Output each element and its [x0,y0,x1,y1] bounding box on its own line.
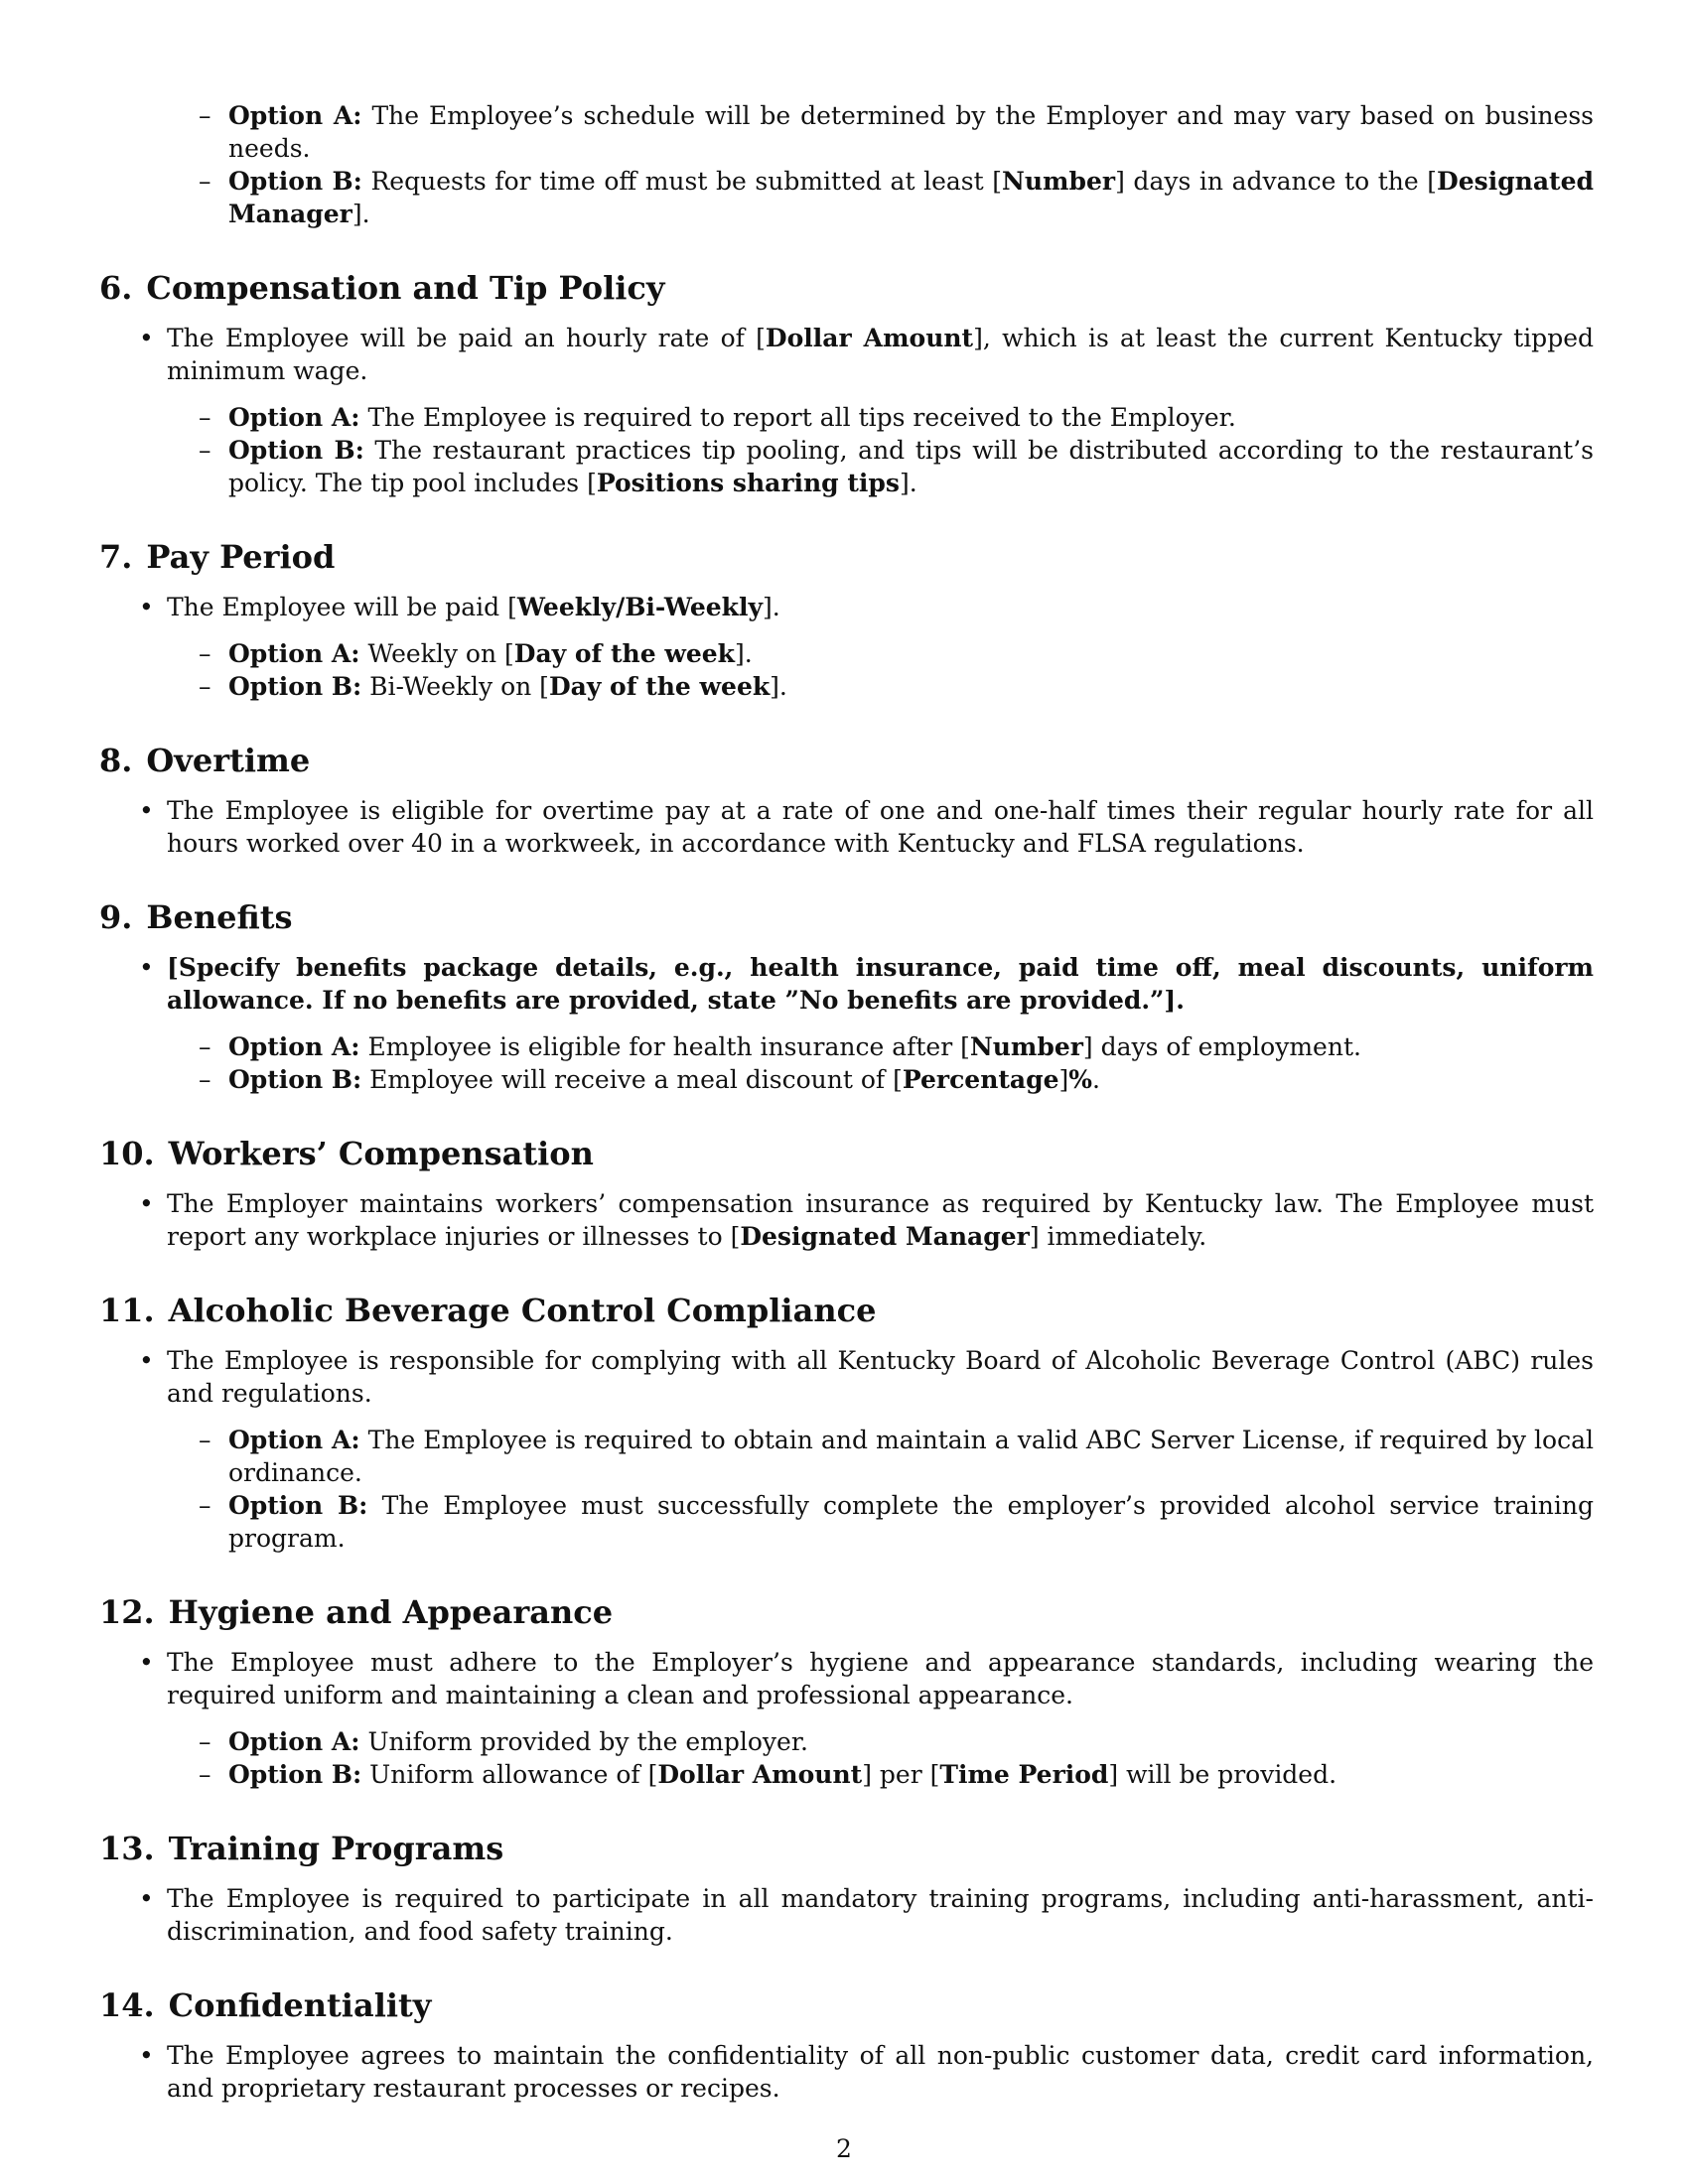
bullet-item [99,1646,1594,1711]
text-run: The Employee is eligible for overtime pay at a rate of one and one-half times their regular hourly rate for all hours worked over 40 in a workweek, in accordance with Kentucky and FLSA regulations. [167,796,1594,858]
text-run: The restaurant practices tip pooling, and tips will be distributed according to the restaurant’s policy. The tip pool includes [ [228,436,1595,497]
text-run: Employee will receive a meal discount of [ [369,1065,903,1094]
option-label: Option B: [228,436,364,465]
text-run: The Employee agrees to maintain the confidentiality of all non-public customer data, credit card information, and proprietary restaurant processes or recipes. [167,2041,1594,2103]
section-title: Overtime [146,742,311,779]
section-heading [99,741,1594,780]
text-run: ]. [763,593,780,621]
text-run: ] immediately. [1029,1222,1207,1251]
placeholder-field: Day of the week [513,639,735,668]
section-heading [99,1829,1594,1868]
option-label: Option B: [228,1760,362,1789]
bullet-item [99,1344,1594,1410]
dash-marker: – [199,1491,211,1520]
text-run: ]. [770,672,787,701]
option-item [99,637,1594,670]
section-title: Confidentiality [168,1986,432,2024]
option-label: Option B: [228,167,362,196]
bullet-marker: • [139,796,154,825]
text-run: The Employee must successfully complete the employer’s provided alcohol service training program. [228,1491,1595,1553]
dash-marker: – [199,639,211,668]
text-run: Bi-Weekly on [ [369,672,549,701]
text-run: ] will be provided. [1108,1760,1337,1789]
text-run: Uniform provided by the employer. [367,1727,808,1756]
text-run: The Employer maintains workers’ compensation insurance as required by Kentucky law. The Employee must report any workplace injuries or illnesses to [ [167,1189,1594,1251]
option-list [99,1030,1594,1096]
dash-marker: – [199,1760,211,1789]
section-11 [99,1291,1594,1555]
option-label: Option B: [228,672,362,701]
section-9 [99,897,1594,1096]
section-number: 11. [99,1292,155,1329]
option-label: Option B: [228,1065,362,1094]
placeholder-field: Number [969,1032,1083,1061]
section-heading [99,1291,1594,1330]
placeholder-field: Dollar Amount [657,1760,863,1789]
dash-marker: – [199,672,211,701]
option-label: Option A: [228,1727,360,1756]
section-7 [99,537,1594,703]
bullet-marker: • [139,1189,154,1218]
option-item [99,670,1594,703]
text-run: ] per [ [862,1760,940,1789]
option-label: Option B: [228,1491,368,1520]
section-6 [99,268,1594,499]
section-heading [99,1985,1594,2025]
placeholder-field: Time Period [939,1760,1109,1789]
placeholder-field: Designated Manager [228,167,1594,228]
section-number: 10. [99,1135,155,1172]
section-8 [99,741,1594,860]
option-item [99,1063,1594,1096]
option-list [99,1725,1594,1791]
dash-marker: – [199,1426,211,1454]
page-number: 2 [836,2134,852,2163]
option-label: Option A: [228,101,362,130]
option-label: Option A: [228,1032,360,1061]
option-item [99,1489,1594,1555]
text-run: ], which is at least the current Kentucky tipped minimum wage. [167,324,1594,385]
section-number: 7. [99,538,133,576]
bullet-item [99,794,1594,860]
text-run: ]. [899,469,917,497]
text-run: The Employee is required to report all tips received to the Employer. [367,403,1236,432]
option-label: Option A: [228,403,360,432]
option-list [99,1424,1594,1555]
placeholder-field: Day of the week [548,672,771,701]
dash-marker: – [199,436,211,465]
section-number: 8. [99,742,133,779]
placeholder-field: Dollar Amount [765,324,974,352]
text-run: The Employee will be paid [ [167,593,517,621]
section-heading [99,897,1594,937]
option-label: Option A: [228,1426,360,1454]
bullet-marker: • [139,2041,154,2070]
text-run: ]. [352,200,370,228]
text-run: Uniform allowance of [ [369,1760,658,1789]
option-item [99,1030,1594,1063]
section-number: 13. [99,1830,155,1867]
bullet-marker: • [139,1884,154,1913]
section-title: Compensation and Tip Policy [146,269,665,307]
dash-marker: – [199,403,211,432]
placeholder-field: Number [1002,167,1116,196]
section-number: 9. [99,898,133,936]
bullet-item [99,591,1594,623]
text-run: The Employee must adhere to the Employer’s hygiene and appearance standards, including wearing the required uniform and maintaining a clean and professional appearance. [167,1648,1594,1709]
section-10 [99,1134,1594,1253]
text-run: ] days in advance to the [ [1115,167,1438,196]
bullet-item [99,322,1594,387]
text-run: ] days of employment. [1082,1032,1361,1061]
dash-marker: – [199,1032,211,1061]
section-title: Pay Period [146,538,336,576]
bullet-marker: • [139,1346,154,1375]
option-item [99,434,1594,499]
section-title: Benefits [146,898,293,936]
option-list [99,637,1594,703]
placeholder-field: Percentage [902,1065,1059,1094]
option-item [99,1725,1594,1758]
sections-container [99,268,1594,2105]
option-item [99,1424,1594,1489]
section-heading [99,1134,1594,1173]
text-run: The Employee is required to obtain and maintain a valid ABC Server License, if required by local ordinance. [228,1426,1595,1487]
bullet-item [99,951,1594,1017]
option-label: Option A: [228,639,360,668]
text-run: ] [1058,1065,1069,1094]
placeholder-field: [Specify benefits package details, e.g., health insurance, paid time off, meal discounts, uniform allowance. If no benefits are provided, state ”No benefits are provided.”]. [167,953,1594,1015]
section-title: Workers’ Compensation [168,1135,594,1172]
section-number: 14. [99,1986,155,2024]
continued-options [99,99,1594,230]
option-list [99,401,1594,499]
placeholder-field: Designated Manager [740,1222,1030,1251]
section-heading [99,268,1594,308]
section-number: 12. [99,1593,155,1631]
option-item [99,1758,1594,1791]
dash-marker: – [199,1065,211,1094]
text-run: Weekly on [ [367,639,514,668]
placeholder-field: Positions sharing tips [596,469,900,497]
placeholder-field: % [1068,1065,1093,1094]
text-run: ]. [735,639,753,668]
option-item [99,99,1594,165]
dash-marker: – [199,167,211,196]
bullet-marker: • [139,953,154,982]
bullet-marker: • [139,1648,154,1677]
bullet-item [99,1882,1594,1948]
section-13 [99,1829,1594,1948]
text-run: The Employee’s schedule will be determined by the Employer and may vary based on business needs. [228,101,1594,163]
bullet-marker: • [139,324,154,352]
section-14 [99,1985,1594,2105]
section-number: 6. [99,269,133,307]
text-run: The Employee is responsible for complying with all Kentucky Board of Alcoholic Beverage Control (ABC) rules and regulations. [167,1346,1594,1408]
section-heading [99,1592,1594,1632]
bullet-item [99,2039,1594,2105]
bullet-marker: • [139,593,154,621]
text-run: . [1092,1065,1100,1094]
section-heading [99,537,1594,577]
option-item [99,401,1594,434]
document-page [99,99,1594,2118]
dash-marker: – [199,1727,211,1756]
placeholder-field: Weekly/Bi-Weekly [516,593,764,621]
text-run: Employee is eligible for health insurance after [ [367,1032,970,1061]
section-title: Hygiene and Appearance [168,1593,614,1631]
bullet-item [99,1187,1594,1253]
text-run: Requests for time off must be submitted at least [ [370,167,1003,196]
section-title: Alcoholic Beverage Control Compliance [168,1292,877,1329]
section-title: Training Programs [168,1830,504,1867]
option-item [99,165,1594,230]
section-12 [99,1592,1594,1791]
text-run: The Employee will be paid an hourly rate of [ [167,324,766,352]
dash-marker: – [199,101,211,130]
text-run: The Employee is required to participate in all mandatory training programs, including anti-harassment, anti-discrimination, and food safety training. [167,1884,1594,1946]
